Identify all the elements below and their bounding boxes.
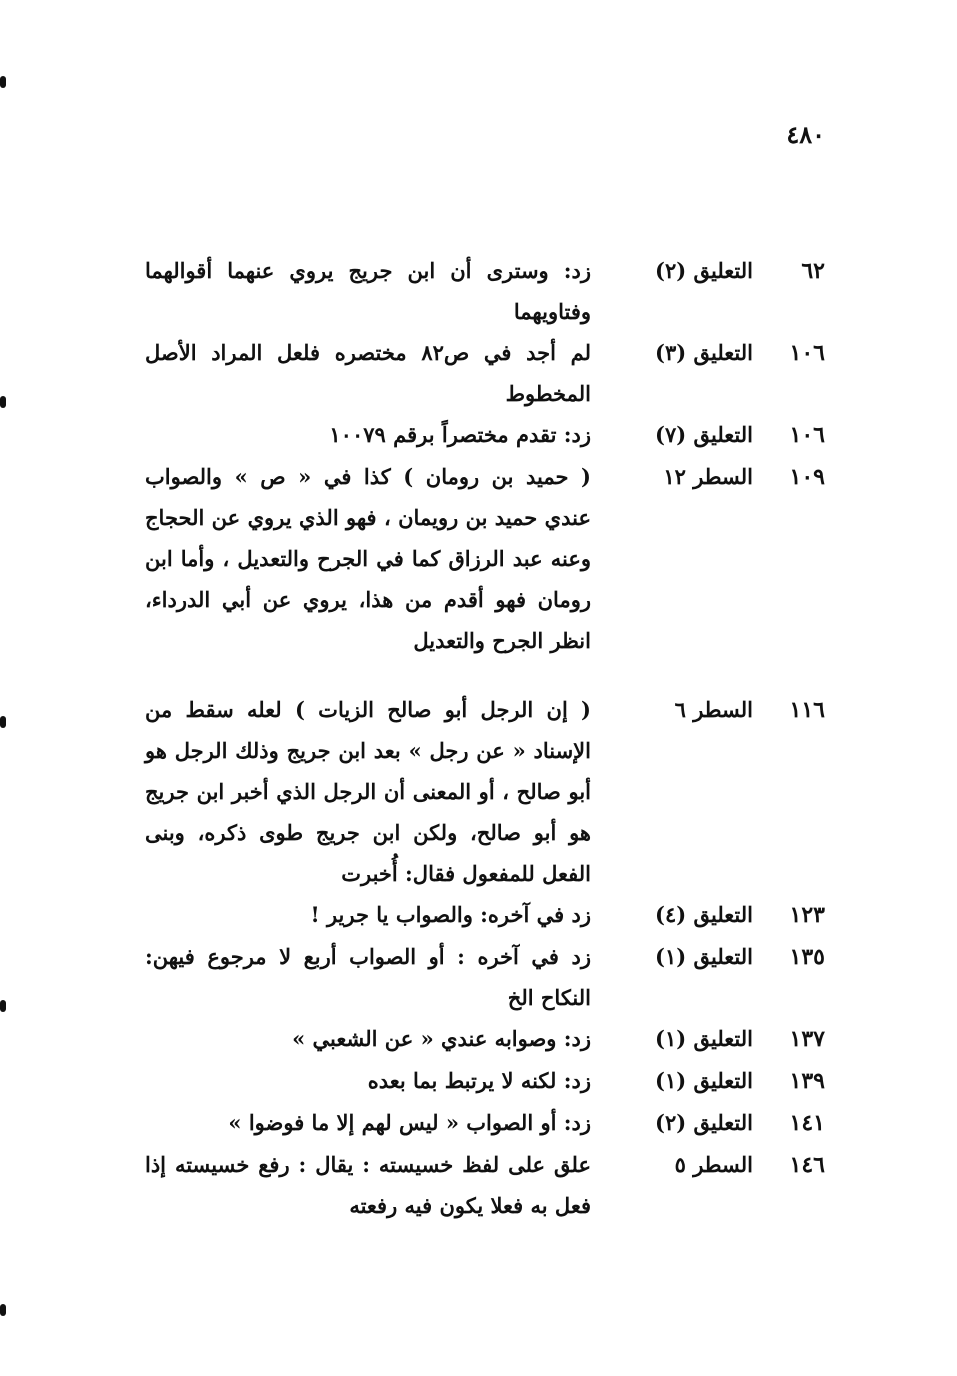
entry-location: التعليق (١)	[655, 1026, 753, 1051]
margin-mark	[0, 1000, 6, 1012]
errata-list	[145, 250, 825, 1226]
entry-text: زد: وصوابه عندي « عن الشعبي »	[292, 1026, 591, 1051]
margin-mark	[0, 396, 6, 408]
entry-location: السطر ٥	[674, 1152, 753, 1177]
errata-entry	[145, 1144, 825, 1226]
entry-text: زد: تقدم مختصراً برقم ١٠٠٧٩	[329, 422, 591, 447]
entry-page: ١٢٣	[789, 902, 825, 928]
entry-page: ١٣٧	[789, 1026, 825, 1052]
entry-text: زد: لكنه لا يرتبط بما بعده	[367, 1068, 591, 1093]
errata-entry	[145, 332, 825, 414]
entry-page: ١٤٦	[789, 1152, 825, 1178]
entry-location: التعليق (٧)	[655, 422, 753, 447]
entry-text: لم أجد في ص٨٢ مختصره فلعل المراد الأصل المخطوط	[145, 340, 592, 406]
errata-entry	[145, 250, 825, 332]
errata-entry	[145, 1018, 825, 1060]
entry-text: علق على لفظ خسيسته : يقال : رفع خسيسته إذا فعل به فعلا يكون فيه رفعته	[145, 1152, 591, 1218]
entry-page: ١٠٩	[789, 464, 825, 490]
entry-location: التعليق (٤)	[655, 902, 753, 927]
errata-entry	[145, 1102, 825, 1144]
errata-entry	[145, 689, 825, 894]
entry-page: ١٠٦	[789, 422, 825, 448]
errata-entry	[145, 894, 825, 936]
entry-text: زد: وسترى أن ابن جريج يروي عنهما أقوالهما وفتاويهما	[145, 258, 591, 324]
entry-location: التعليق (٣)	[655, 340, 753, 365]
entry-text: زد في آخره : أو الصواب أربع لا مرجوع فيهن: النكاح الخ	[145, 944, 591, 1010]
entry-text: زد: أو الصواب « ليس لهم إلا ما فوضوا »	[228, 1110, 591, 1135]
entry-page: ١٠٦	[789, 340, 825, 366]
page-number: ٤٨٠	[786, 120, 825, 149]
entry-page: ١٣٥	[789, 944, 825, 970]
errata-entry	[145, 936, 825, 1018]
entry-page: ١٣٩	[789, 1068, 825, 1094]
entry-page: ٦٢	[801, 258, 825, 284]
errata-entry	[145, 1060, 825, 1102]
entry-location: التعليق (١)	[655, 944, 753, 969]
margin-mark	[0, 1304, 6, 1316]
entry-location: السطر ١٢	[663, 464, 753, 489]
entry-page: ١١٦	[789, 697, 825, 723]
entry-page: ١٤١	[789, 1110, 825, 1136]
entry-location: السطر ٦	[674, 697, 753, 722]
entry-location: التعليق (١)	[655, 1068, 753, 1093]
entry-text: ( إن الرجل أبو صالح الزيات ) لعله سقط من الإسناد « عن رجل » بعد ابن جريج وذلك الرجل هو أبو صالح ، أو المعنى أن الرجل الذي أخبر ابن جريج هو أبو صالح، ولكن ابن جريج طوى ذكره، وبنى الفعل للمفعول فقال: أُخبرت	[145, 697, 591, 886]
errata-entry	[145, 414, 825, 456]
margin-mark	[0, 716, 6, 728]
entry-location: التعليق (٢)	[655, 258, 753, 283]
entry-location: التعليق (٢)	[655, 1110, 753, 1135]
entry-text: زد في آخره: والصواب يا جرير !	[310, 902, 591, 927]
margin-mark	[0, 76, 6, 88]
errata-entry	[145, 456, 825, 661]
entry-text: ( حميد بن رومان ) كذا في « ص » والصواب عندي حميد بن رويمان ، فهو الذي يروي عن الحجاج وعنه عبد الرزاق كما في الجرح والتعديل ، وأما ابن رومان فهو أقدم من هذا، يروي عن أبي الدرداء، انظر الجرح والتعديل	[145, 464, 591, 653]
